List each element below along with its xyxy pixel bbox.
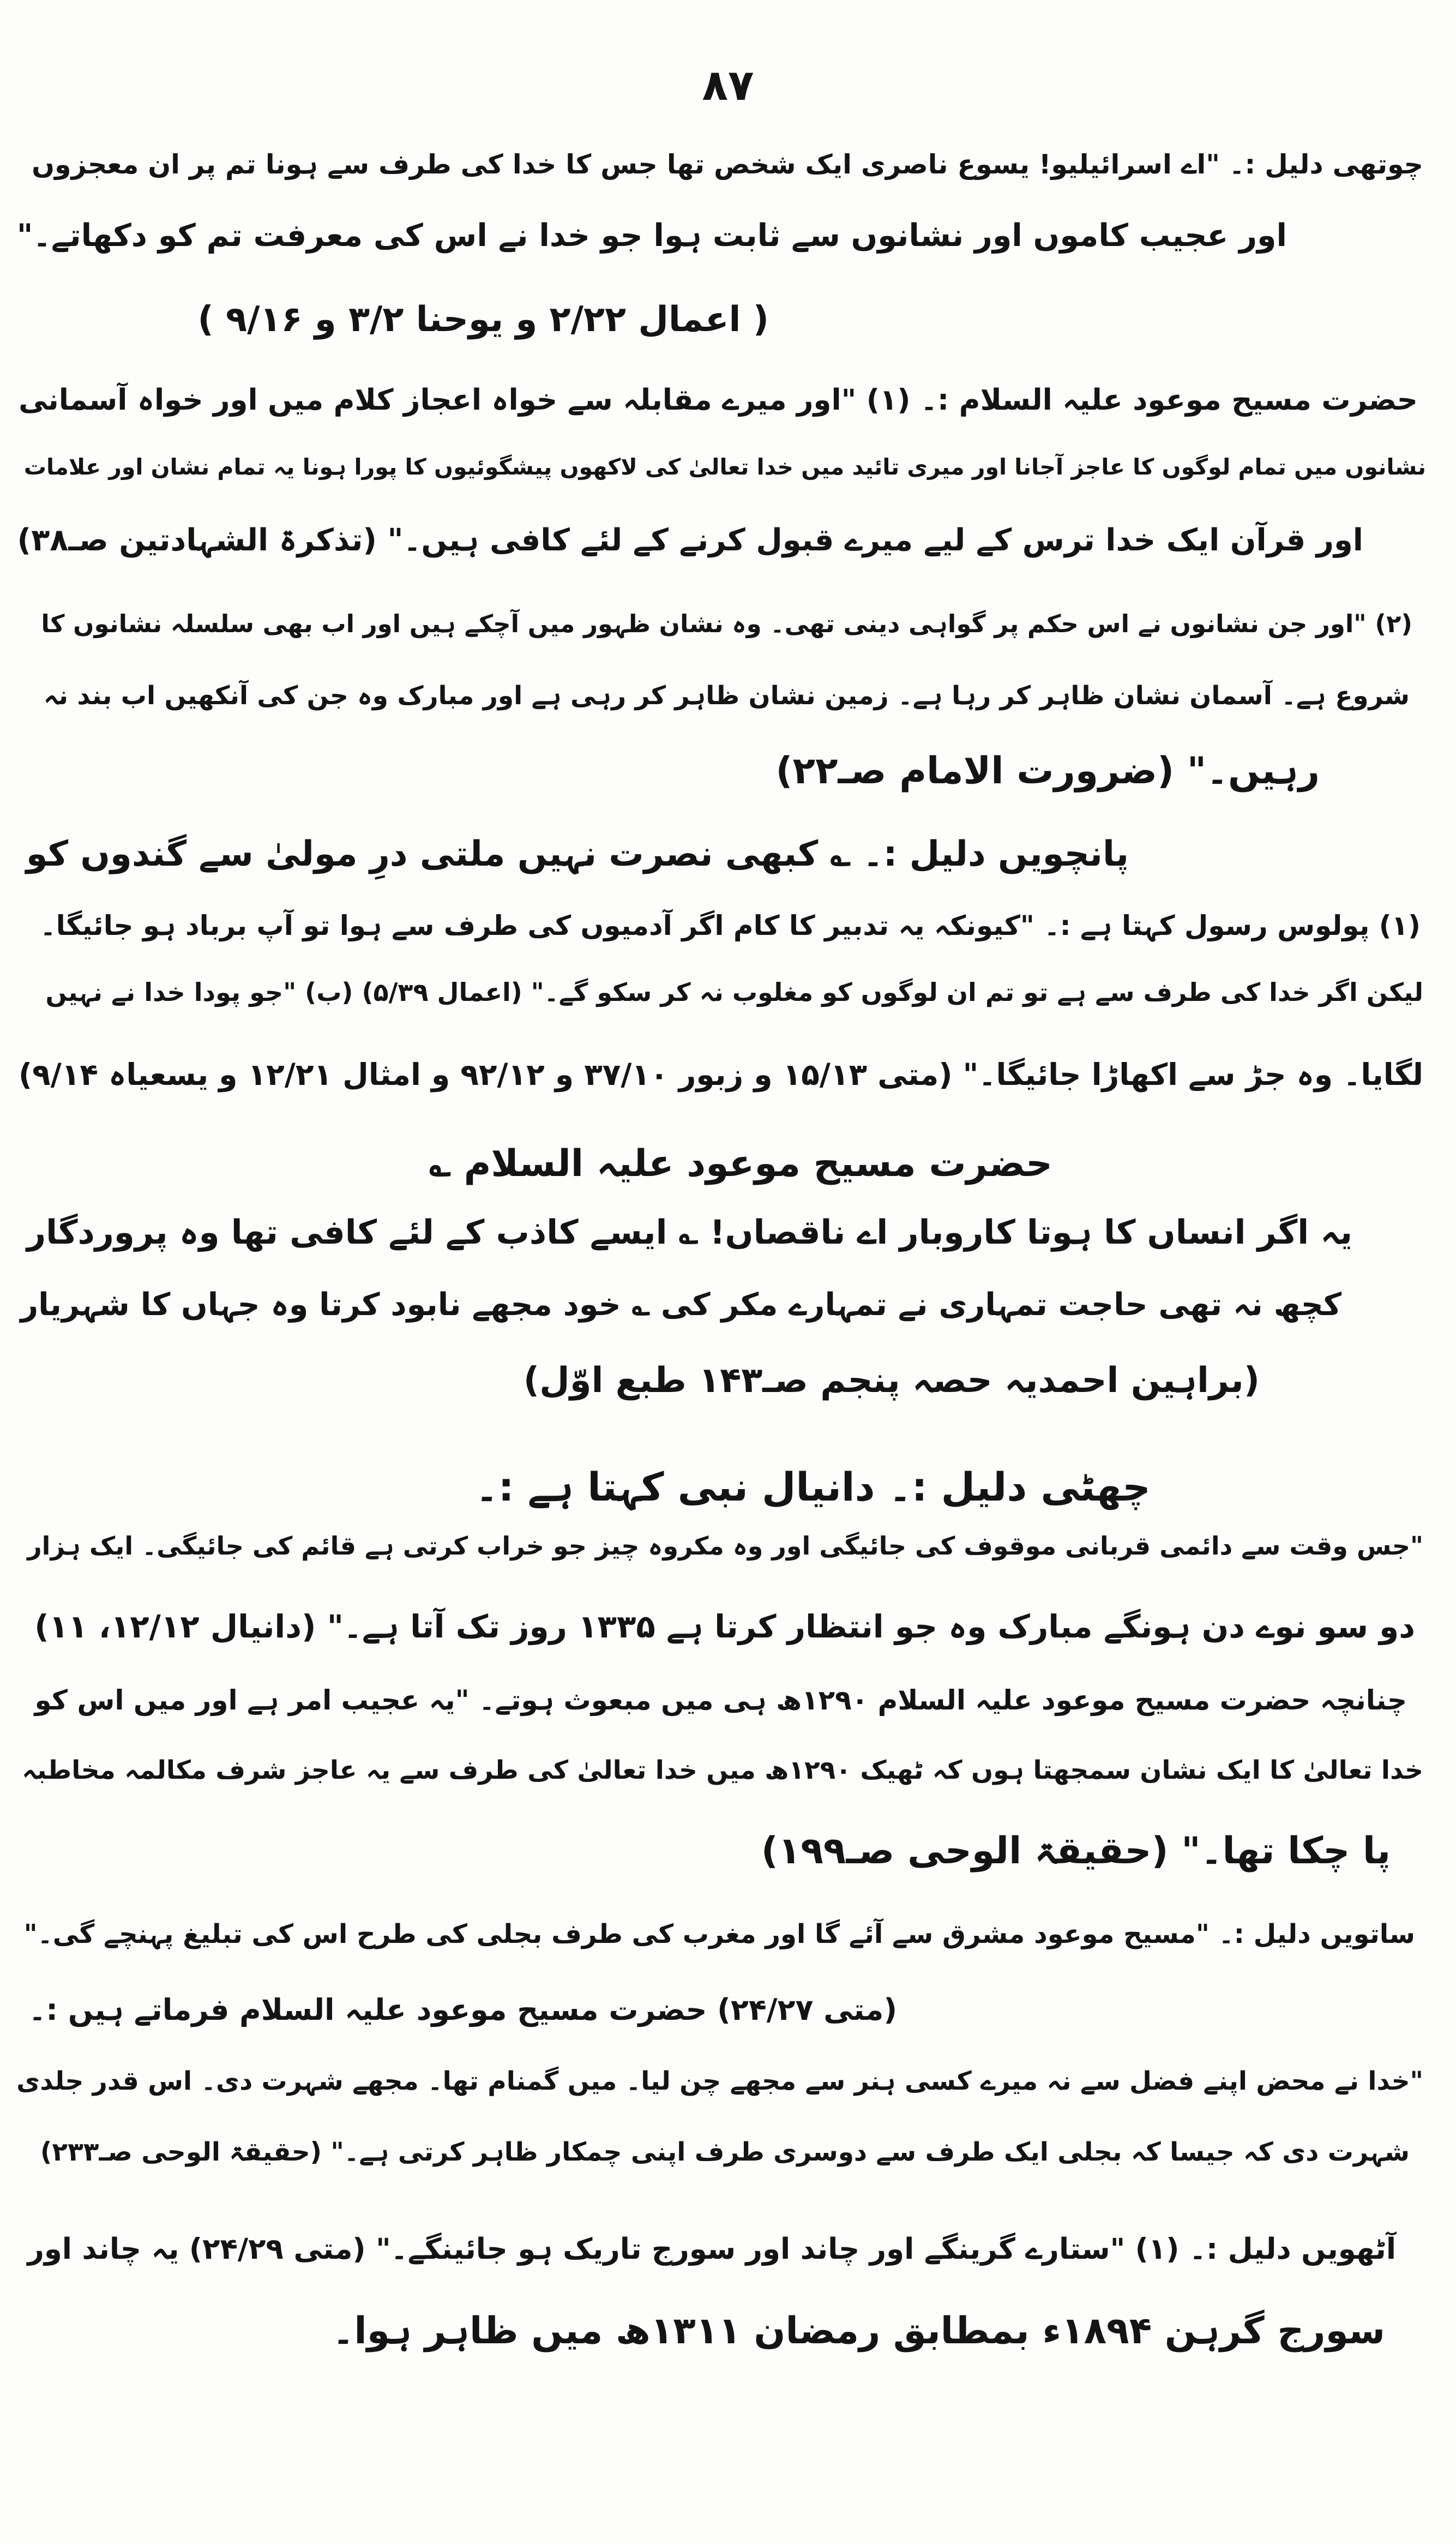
text-line: رہیں۔" (ضرورت الامام صـ۲۲)	[775, 749, 1320, 793]
text-line: (۲) "اور جن نشانوں نے اس حکم پر گواہی دینی تھی۔ وہ نشان ظہور میں آچکے ہیں اور اب بھی سلسلہ نشانوں کا	[41, 609, 1412, 638]
text-line: شروع ہے۔ آسمان نشان ظاہر کر رہا ہے۔ زمین نشان ظاہر کر رہی ہے اور مبارک وہ جن کی آنکھیں اب بند نہ	[43, 681, 1410, 711]
text-line: "جس وقت سے دائمی قربانی موقوف کی جائیگی اور وہ مکروہ چیز جو خراب کرتی ہے قائم کی جائیگی۔ ایک ہزار	[27, 1531, 1423, 1561]
text-line: (متی ۲۴/۲۷) حضرت مسیح موعود علیہ السلام فرماتے ہیں :۔	[28, 1993, 897, 2027]
text-line: لیکن اگر خدا کی طرف سے ہے تو تم ان لوگوں کو مغلوب نہ کر سکو گے۔" (اعمال ۵/۳۹) (ب) "جو پودا خدا نے نہیں	[45, 977, 1423, 1007]
poetry-line: یہ اگر انساں کا ہوتا کاروبار اے ناقصاں! ؎ ایسے کاذب کے لئے کافی تھا وہ پروردگار	[26, 1213, 1352, 1252]
section-heading: پانچویں دلیل :۔ ؎ کبھی نصرت نہیں ملتی درِ مولیٰ سے گندوں کو	[26, 834, 1129, 874]
text-line: نشانوں میں تمام لوگوں کا عاجز آجانا اور میری تائید میں خدا تعالیٰ کی لاکھوں پیشگوئیوں کا پورا ہونا یہ تمام نشان اور علامات	[23, 454, 1426, 480]
page-number: ۸۷	[702, 61, 754, 110]
text-line: شہرت دی کہ جیسا کہ بجلی ایک طرف سے دوسری طرف اپنی چمکار ظاہر کرتی ہے۔" (حقیقۃ الوحی صـ۲۳۳)	[40, 2137, 1410, 2167]
text-line: اور قرآن ایک خدا ترس کے لیے میرے قبول کرنے کے لئے کافی ہیں۔" (تذکرۃ الشہادتین صـ۳۸)	[17, 523, 1363, 558]
section-heading: ساتویں دلیل :۔ "مسیح موعود مشرق سے آئے گا اور مغرب کی طرف بجلی کی طرح اس کی تبلیغ پہنچے گی۔"	[23, 1919, 1415, 1949]
text-line: لگایا۔ وہ جڑ سے اکھاڑا جائیگا۔" (متی ۱۵/۱۳ و زبور ۳۷/۱۰ و ۹۲/۱۲ و امثال ۱۲/۲۱ و یسعیاہ ۹/۱۴)	[19, 1057, 1423, 1092]
section-heading: آٹھویں دلیل :۔ (۱) "ستارے گرینگے اور چاند اور سورج تاریک ہو جائینگے۔" (متی ۲۴/۲۹) یہ چاند اور	[27, 2233, 1396, 2266]
poetry-line: کچھ نہ تھی حاجت تمہاری نے تمہارے مکر کی ؎ خود مجھے نابود کرتا وہ جہاں کا شہریار	[20, 1287, 1341, 1323]
text-line: چنانچہ حضرت مسیح موعود علیہ السلام ۱۲۹۰ھ ہی میں مبعوث ہوتے۔ "یہ عجیب امر ہے اور میں اس کو	[34, 1684, 1407, 1716]
text-line: پا چکا تھا۔" (حقیقۃ الوحی صـ۱۹۹)	[761, 1829, 1391, 1873]
text-line: سورج گرہن ۱۸۹۴ء بمطابق رمضان ۱۳۱۱ھ میں ظاہر ہوا۔	[332, 2309, 1385, 2353]
text-line: چوتھی دلیل :۔ "اے اسرائیلیو! یسوع ناصری ایک شخص تھا جس کا خدا کی طرف سے ہونا تم پر ان معجزوں	[32, 149, 1423, 180]
reference-line: (براہین احمدیہ حصہ پنجم صـ۱۴۳ طبع اوّل)	[523, 1360, 1260, 1401]
text-line: "خدا نے محض اپنے فضل سے نہ میرے کسی ہنر سے مجھے چن لیا۔ میں گمنام تھا۔ مجھے شہرت دی۔ اس قدر جلدی	[16, 2066, 1423, 2096]
text-line: حضرت مسیح موعود علیہ السلام :۔ (۱) "اور میرے مقابلہ سے خواہ اعجاز کلام میں اور خواہ آسمانی	[19, 383, 1418, 417]
text-line: خدا تعالیٰ کا ایک نشان سمجھتا ہوں کہ ٹھیک ۱۲۹۰ھ میں خدا تعالیٰ کی طرف سے یہ عاجز شرف مکالمہ مخاطبہ	[22, 1755, 1423, 1785]
reference-line: ( اعمال ۲/۲۲ و یوحنا ۳/۲ و ۹/۱۶ )	[197, 299, 769, 340]
section-heading: چھٹی دلیل :۔ دانیال نبی کہتا ہے :۔	[475, 1464, 1151, 1510]
text-line: اور عجیب کاموں اور نشانوں سے ثابت ہوا جو خدا نے اس کی معرفت تم کو دکھاتے۔"	[16, 218, 1287, 254]
text-line: دو سو نوے دن ہونگے مبارک وہ جو انتظار کرتا ہے ۱۳۳۵ روز تک آتا ہے۔" (دانیال ۱۲/۱۲، ۱۱)	[34, 1608, 1415, 1645]
text-line: حضرت مسیح موعود علیہ السلام ؎	[429, 1142, 1052, 1185]
text-line: (۱) پولوس رسول کہتا ہے :۔ "کیونکہ یہ تدبیر کا کام اگر آدمیوں کی طرف سے ہوا تو آپ برباد ہو جائیگا۔	[40, 910, 1421, 941]
